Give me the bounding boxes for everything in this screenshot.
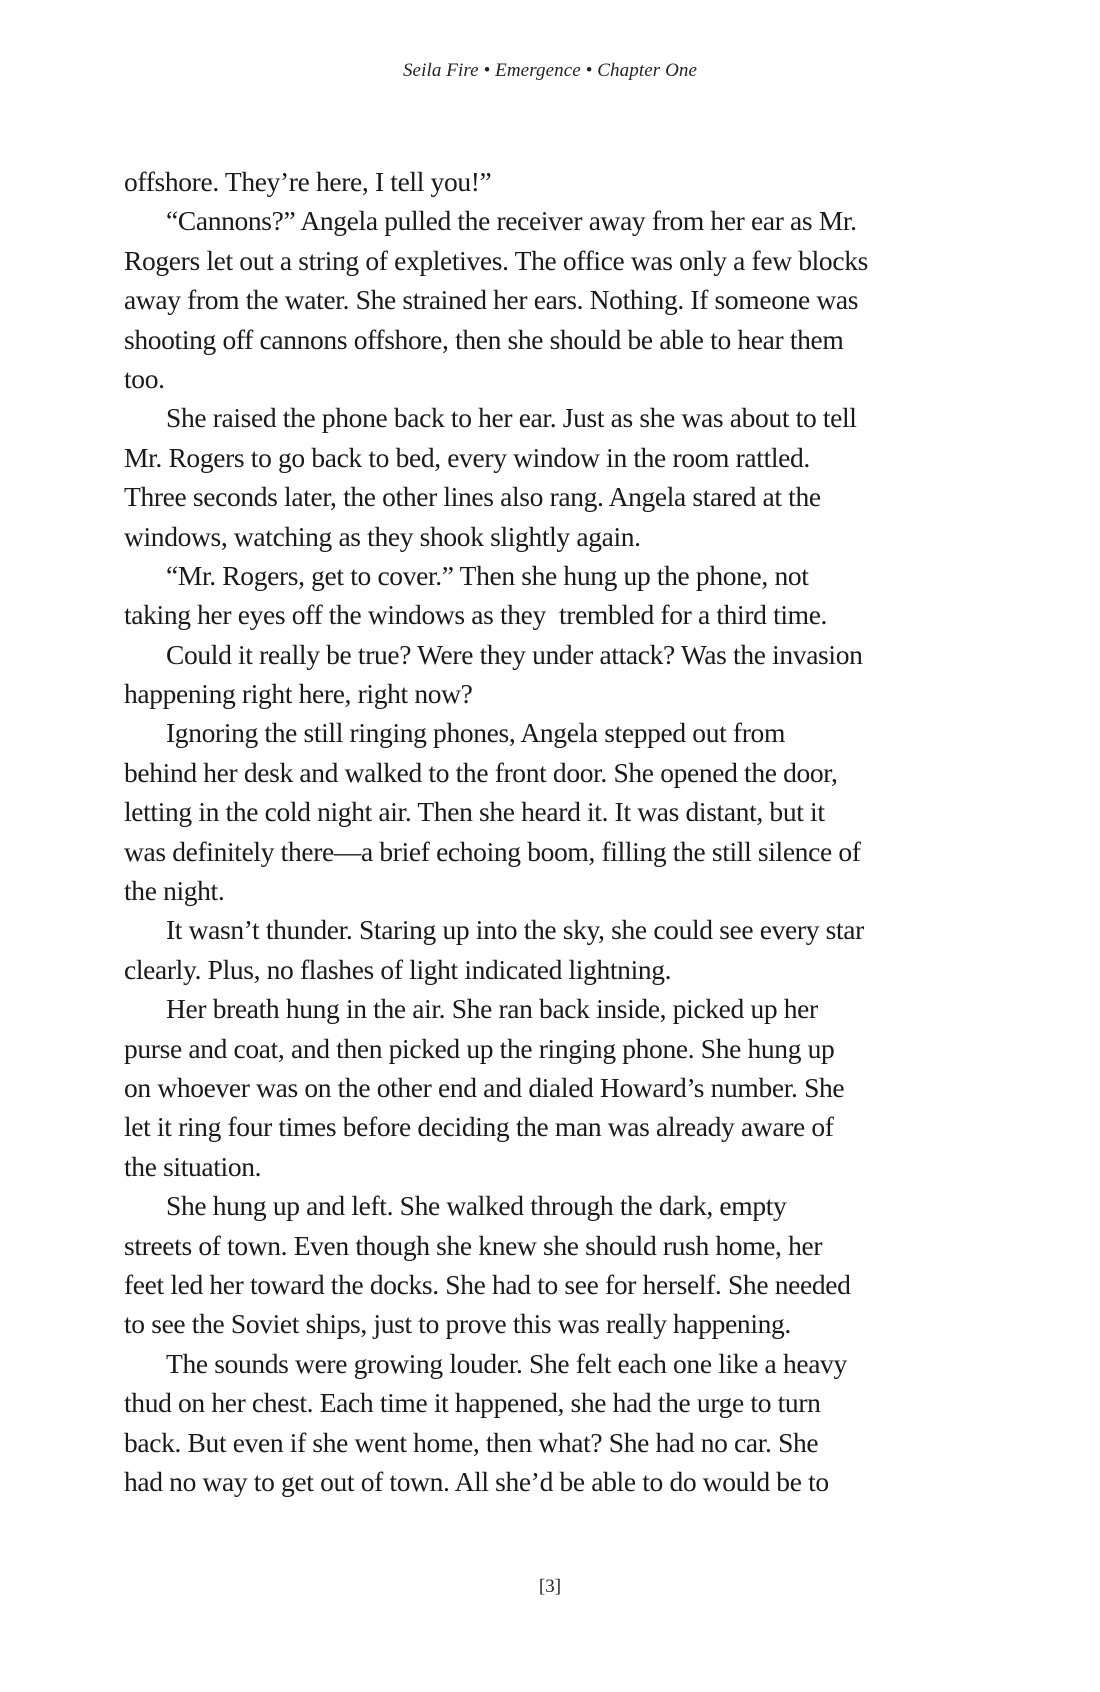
text-line: She raised the phone back to her ear. Just as she was about to tell [166, 402, 857, 434]
text-line: away from the water. She strained her ears. Nothing. If someone was [124, 284, 859, 316]
text-line: Three seconds later, the other lines also rang. Angela stared at the [124, 481, 821, 513]
text-line: windows, watching as they shook slightly again. [124, 520, 641, 552]
text-line: clearly. Plus, no flashes of light indicated lightning. [124, 953, 672, 985]
body-text [124, 162, 984, 1501]
text-line: Her breath hung in the air. She ran back inside, picked up her [166, 993, 818, 1025]
text-line: on whoever was on the other end and dialed Howard’s number. She [124, 1071, 845, 1103]
text-line: the night. [124, 875, 225, 907]
text-line: let it ring four times before deciding the man was already aware of [124, 1111, 834, 1143]
text-line: back. But even if she went home, then what? She had no car. She [124, 1426, 819, 1458]
text-line: shooting off cannons offshore, then she should be able to hear them [124, 323, 844, 355]
text-line: happening right here, right now? [124, 678, 473, 710]
text-line: Mr. Rogers to go back to bed, every window in the room rattled. [124, 441, 810, 473]
text-line: The sounds were growing louder. She felt each one like a heavy [166, 1347, 847, 1379]
text-line: letting in the cold night air. Then she heard it. It was distant, but it [124, 796, 825, 828]
text-line: She hung up and left. She walked through the dark, empty [166, 1190, 787, 1222]
text-line: Ignoring the still ringing phones, Angela stepped out from [166, 717, 785, 749]
text-line: purse and coat, and then picked up the ringing phone. She hung up [124, 1032, 835, 1064]
text-line: offshore. They’re here, I tell you!” [124, 166, 492, 197]
text-line: the situation. [124, 1150, 262, 1182]
text-line: had no way to get out of town. All she’d be able to do would be to [124, 1465, 829, 1497]
text-line: thud on her chest. Each time it happened, she had the urge to turn [124, 1387, 821, 1419]
text-line: Rogers let out a string of expletives. The office was only a few blocks [124, 244, 868, 276]
text-line: Could it really be true? Were they under attack? Was the invasion [166, 638, 863, 670]
text-line: to see the Soviet ships, just to prove this was really happening. [124, 1308, 791, 1340]
text-line: behind her desk and walked to the front door. She opened the door, [124, 756, 838, 788]
page-number: [3] [538, 1576, 562, 1597]
text-line: too. [124, 362, 165, 394]
text-line: was definitely there—a brief echoing boom, filling the still silence of [124, 835, 861, 867]
text-line: It wasn’t thunder. Staring up into the sky, she could see every star [166, 914, 864, 946]
running-header: Seila Fire • Emergence • Chapter One [402, 60, 698, 81]
text-line: “Cannons?” Angela pulled the receiver away from her ear as Mr. [166, 205, 857, 237]
text-line: streets of town. Even though she knew she should rush home, her [124, 1229, 823, 1261]
text-line: “Mr. Rogers, get to cover.” Then she hung up the phone, not [166, 559, 809, 591]
text-line: taking her eyes off the windows as they trembled for a third time. [124, 599, 828, 631]
text-line: feet led her toward the docks. She had to see for herself. She needed [124, 1268, 851, 1300]
